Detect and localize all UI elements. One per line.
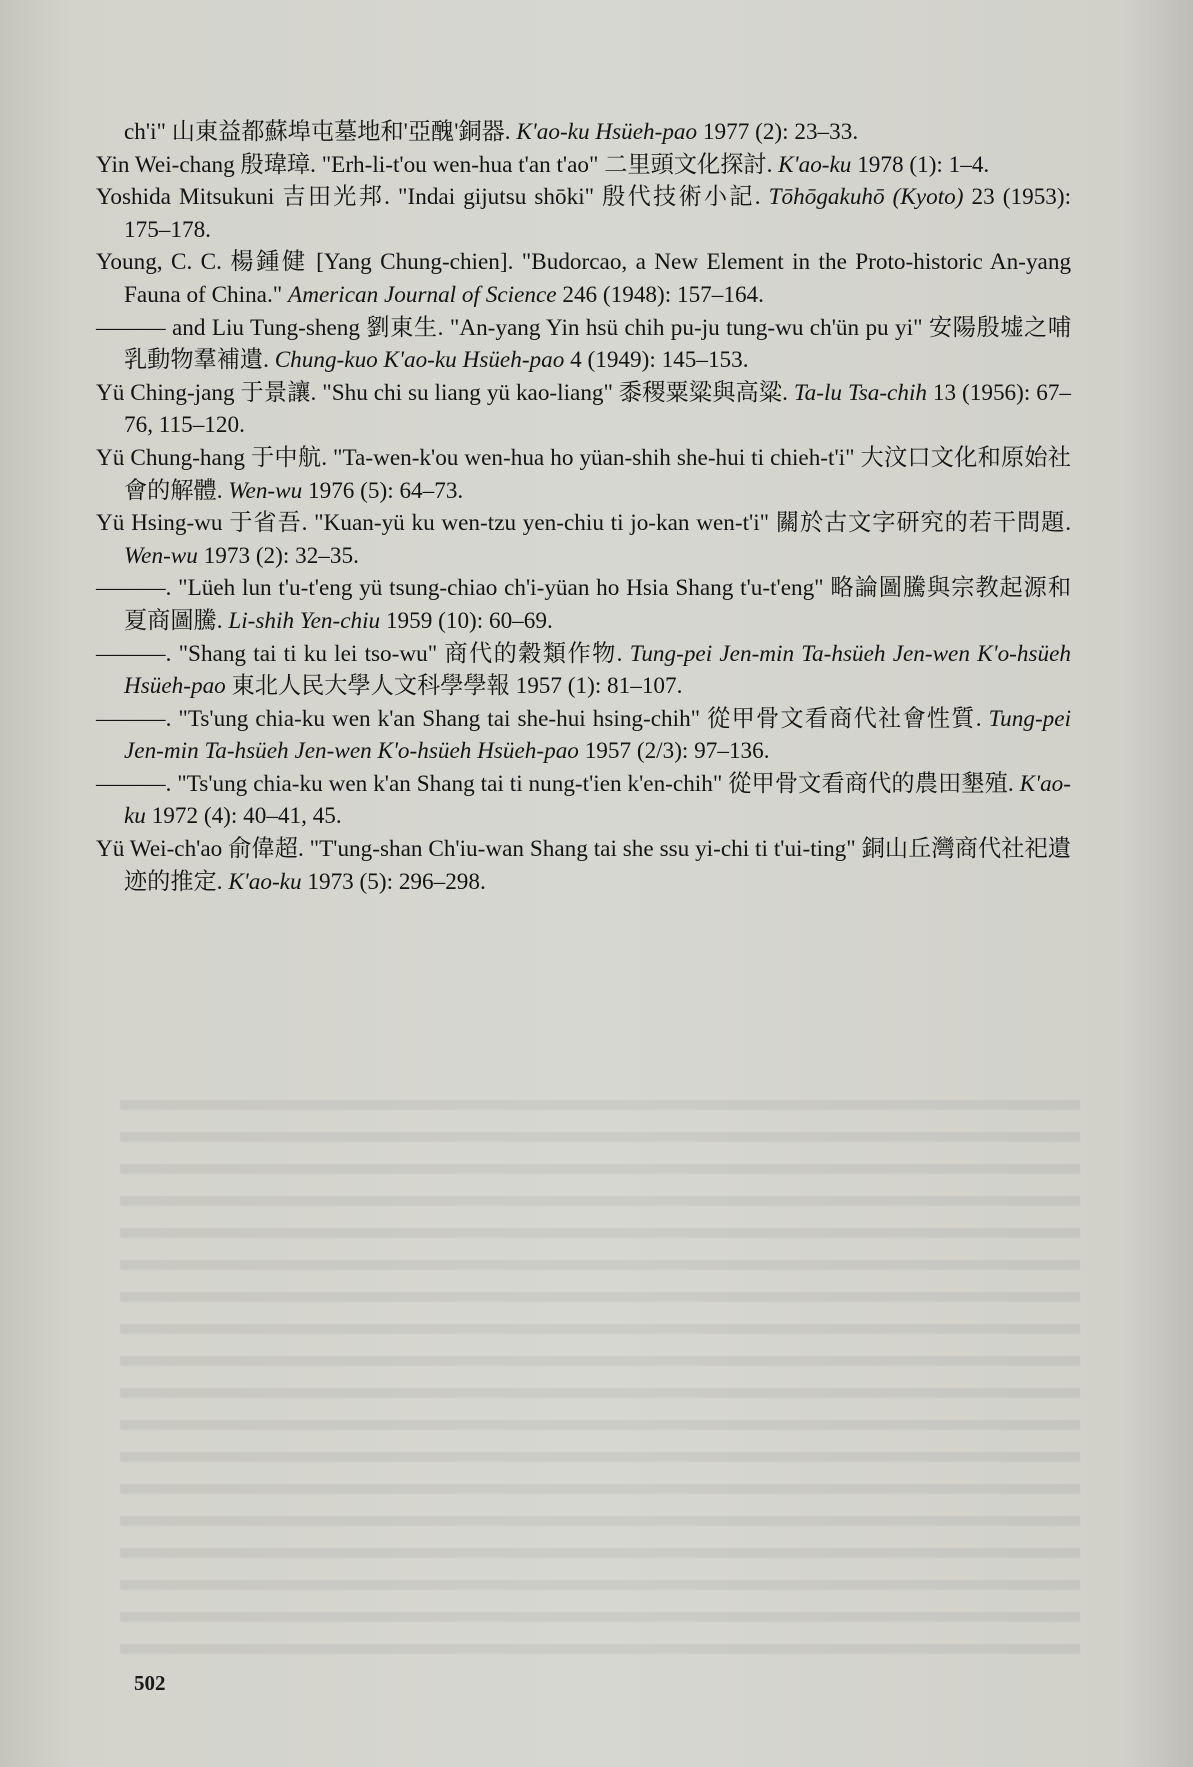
- entry-journal: Tōhōgakuhō (Kyoto): [768, 184, 964, 211]
- page-number: 502: [134, 1671, 166, 1695]
- entry-journal: Chung-kuo K'ao-ku Hsüeh-pao: [274, 347, 565, 374]
- bibliography-entry: [96, 572, 1071, 637]
- bibliography-list: [96, 116, 1071, 898]
- entry-title: "Shu chi su liang yü kao-liang" 黍稷粟粱與高粱.: [322, 379, 788, 406]
- entry-title: "Kuan-yü ku wen-tzu yen-chiu ti jo-kan wen-t'i" 關於古文字研究的若干問題.: [314, 510, 1072, 537]
- entry-title: "An-yang Yin hsü chih pu-ju tung-wu ch'ün pu yi" 安陽殷墟之哺乳動物羣補遺.: [124, 314, 1072, 374]
- entry-title: "Lüeh lun t'u-t'eng yü tsung-chiao ch'i-yüan ho Hsia Shang t'u-t'eng" 略論圖騰與宗教起源和夏商圖騰.: [124, 575, 1072, 634]
- entry-author: Yoshida Mitsukuni: [96, 184, 275, 211]
- entry-details: 1977 (2): 23–33.: [702, 119, 859, 145]
- entry-author-chinese: 劉東生.: [366, 314, 444, 341]
- entry-author-chinese: 吉田光邦.: [282, 184, 390, 211]
- entry-details: 246 (1948): 157–164.: [562, 281, 764, 308]
- entry-details: 1976 (5): 64–73.: [308, 477, 464, 504]
- bibliography-entry: [96, 768, 1071, 833]
- entry-details: 1973 (2): 32–35.: [203, 542, 359, 569]
- bibliography-entry: [96, 149, 1071, 182]
- entry-details: 13 (1956): 67–76, 115–120.: [124, 379, 1072, 439]
- entry-author: Yin Wei-chang: [96, 151, 235, 178]
- entry-details: 4 (1949): 145–153.: [570, 347, 749, 374]
- bibliography-entry: [96, 246, 1071, 311]
- entry-author: ——— and Liu Tung-sheng: [96, 314, 360, 341]
- entry-author-chinese: 殷瑋璋.: [240, 151, 316, 178]
- show-through-text: [120, 1100, 1080, 1660]
- entry-author-chinese: 于中航.: [251, 444, 328, 471]
- entry-details: 1957 (2/3): 97–136.: [584, 738, 770, 765]
- entry-title: [Yang Chung-chien]. "Budorcao, a New Element in the Proto-historic An-yang Fauna of China.": [124, 249, 1072, 308]
- bibliography-entry: [96, 442, 1071, 507]
- bibliography-entry: [96, 703, 1071, 768]
- bibliography-entry: [96, 377, 1071, 442]
- entry-journal: K'ao-ku: [228, 868, 302, 895]
- entry-author-chinese: 于景讓.: [240, 379, 317, 406]
- entry-journal: American Journal of Science: [288, 281, 557, 308]
- entry-journal: Tung-pei Jen-min Ta-hsüeh Jen-wen K'o-hsüeh Hsüeh-pao: [124, 640, 1072, 700]
- entry-author: ———.: [96, 575, 172, 602]
- entry-author: Yü Ching-jang: [96, 379, 235, 406]
- entry-author-chinese: 俞偉超.: [228, 836, 304, 863]
- entry-author: Yü Wei-ch'ao: [96, 836, 223, 863]
- entry-details: 1978 (1): 1–4.: [857, 151, 990, 178]
- entry-title: "Ts'ung chia-ku wen k'an Shang tai she-hui hsing-chih" 從甲骨文看商代社會性質.: [178, 705, 982, 732]
- entry-author-chinese: 于省吾.: [229, 510, 308, 537]
- entry-title: "Erh-li-t'ou wen-hua t'an t'ao" 二里頭文化探討.: [321, 151, 773, 178]
- entry-details: 東北人民大學人文科學學報 1957 (1): 81–107.: [231, 673, 683, 700]
- entry-details: 1972 (4): 40–41, 45.: [151, 803, 342, 830]
- entry-author: ———.: [96, 770, 172, 797]
- entry-title: "Shang tai ti ku lei tso-wu" 商代的穀類作物.: [178, 640, 623, 667]
- entry-author-chinese: 楊鍾健: [230, 249, 308, 276]
- entry-journal: Tung-pei Jen-min Ta-hsüeh Jen-wen K'o-hsüeh Hsüeh-pao: [124, 705, 1072, 765]
- bibliography-entry: [96, 116, 1071, 149]
- entry-journal: Wen-wu: [124, 542, 198, 569]
- bibliography-entry: [96, 833, 1071, 898]
- entry-details: 1959 (10): 60–69.: [385, 607, 553, 634]
- entry-journal: Ta-lu Tsa-chih: [793, 379, 927, 406]
- bibliography-entry: [96, 181, 1071, 246]
- entry-title: "T'ung-shan Ch'iu-wan Shang tai she ssu yi-chi ti t'ui-ting" 銅山丘灣商代社祀遺迹的推定.: [124, 836, 1072, 895]
- entry-author: Yü Hsing-wu: [96, 510, 223, 537]
- entry-author: Young, C. C.: [96, 249, 222, 276]
- entry-details: 1973 (5): 296–298.: [307, 868, 486, 895]
- bibliography-entry: [96, 312, 1071, 377]
- entry-author: ———.: [96, 705, 172, 732]
- entry-author: ———.: [96, 640, 172, 667]
- bibliography-entry: [96, 507, 1071, 572]
- entry-journal: Li-shih Yen-chiu: [228, 607, 381, 634]
- bibliography-entry: [96, 638, 1071, 703]
- entry-details: 23 (1953): 175–178.: [124, 184, 1072, 243]
- entry-author: Yü Chung-hang: [96, 444, 245, 471]
- entry-journal: K'ao-ku: [124, 770, 1071, 830]
- entry-title: "Indai gijutsu shōki" 殷代技術小記.: [398, 184, 761, 211]
- entry-title: ch'i" 山東益都蘇埠屯墓地和'亞醜'銅器.: [124, 119, 511, 145]
- entry-title: "Ts'ung chia-ku wen k'an Shang tai ti nung-t'ien k'en-chih" 從甲骨文看商代的農田墾殖.: [177, 770, 1014, 797]
- entry-journal: Wen-wu: [228, 477, 303, 504]
- entry-journal: K'ao-ku: [778, 151, 852, 178]
- entry-journal: K'ao-ku Hsüeh-pao: [516, 119, 698, 145]
- entry-title: "Ta-wen-k'ou wen-hua ho yüan-shih she-hui ti chieh-t'i" 大汶口文化和原始社會的解體.: [124, 444, 1071, 504]
